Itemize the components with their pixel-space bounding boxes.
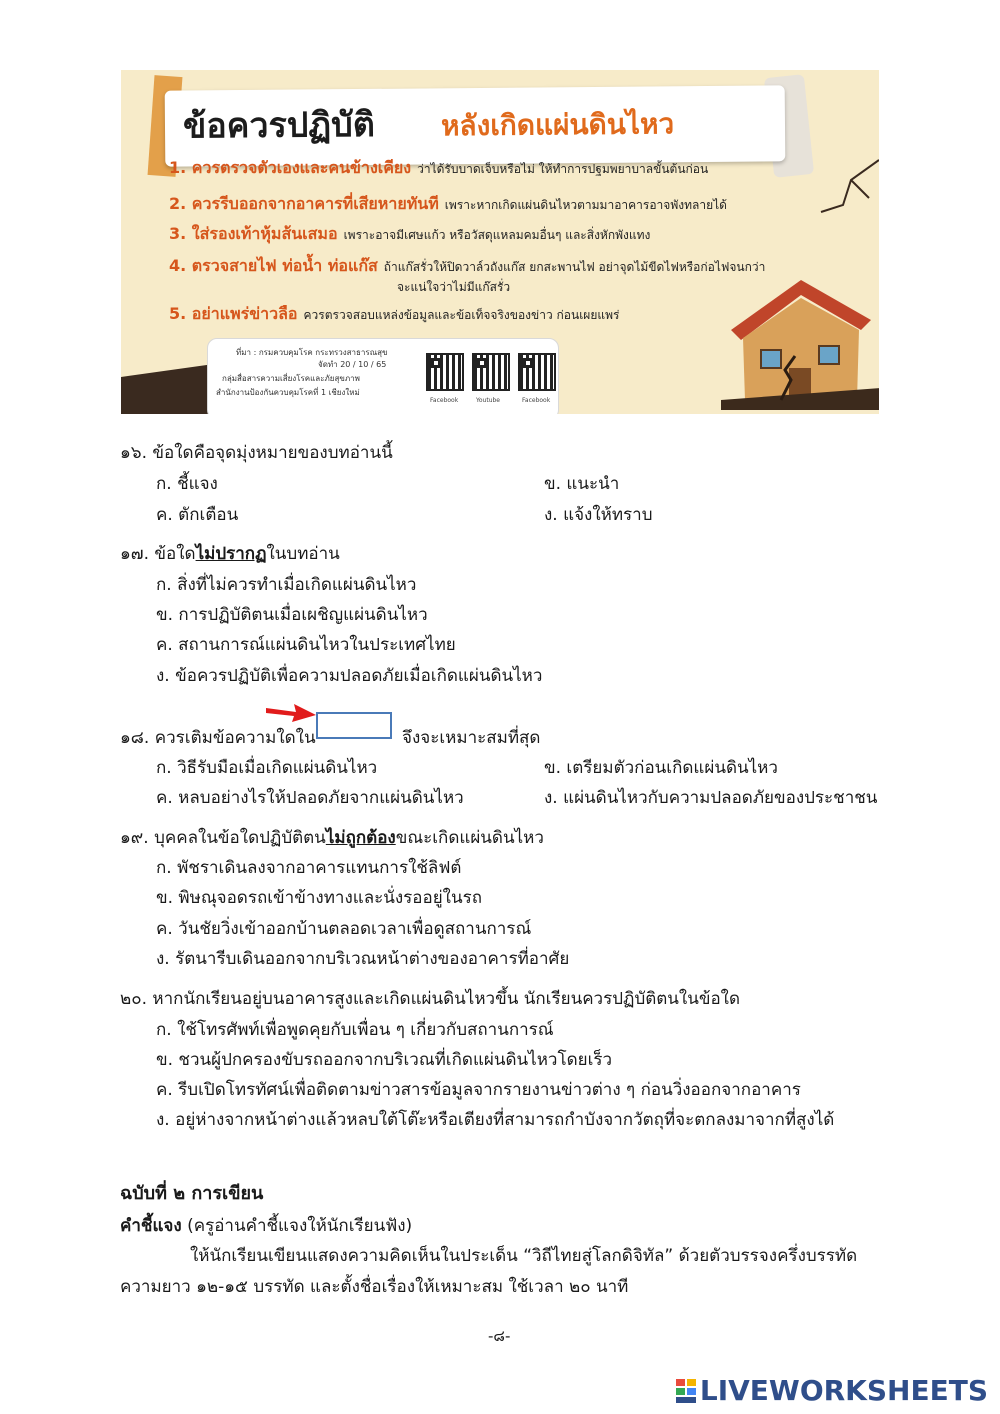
question-number: ๑๗.: [120, 544, 149, 564]
poster-item-body: ควรตรวจสอบแหล่งข้อมูลและข้อเท็จจริงของข่าว ก่อนเผยแพร่: [303, 308, 620, 322]
poster-item-head: 3. ใส่รองเท้าหุ้มส้นเสมอ: [169, 224, 338, 243]
instruction-paragraph-line: ความยาว ๑๒-๑๕ บรรทัด และตั้งชื่อเรื่องให้เหมาะสม ใช้เวลา ๒๐ นาที: [120, 1277, 629, 1297]
option[interactable]: ค. ตักเตือน: [156, 505, 239, 525]
source-line: จัดทำ 20 / 10 / 65: [318, 360, 387, 369]
poster-banner: [165, 85, 786, 166]
qr-caption: Facebook: [430, 397, 459, 404]
qr-caption: Youtube: [476, 397, 500, 404]
instructions-text: (ครูอ่านคำชี้แจงให้นักเรียนฟัง): [181, 1216, 413, 1236]
option[interactable]: ข. เตรียมตัวก่อนเกิดแผ่นดินไหว: [544, 758, 778, 778]
source-line: กลุ่มสื่อสารความเสี่ยงโรคและภัยสุขภาพ: [222, 374, 360, 383]
question-text: ในบทอ่าน: [266, 544, 340, 564]
cracked-ground-illustration: [121, 363, 221, 414]
poster-item-body: ถ้าแก๊สรั่วให้ปิดวาล์วถังแก๊ส ยกสะพานไฟ อย่าจุดไม้ขีดไฟหรือก่อไฟจนกว่า: [383, 260, 766, 274]
poster-item-body: เพราะหากเกิดแผ่นดินไหวตามมาอาคารอาจพังทลายได้: [444, 198, 727, 212]
question-number: ๑๘.: [120, 728, 150, 748]
question-emphasis: ไม่ปรากฏ: [195, 544, 267, 564]
question-number: ๑๖.: [120, 443, 147, 463]
poster-item-head: 5. อย่าแพร่ข่าวลือ: [169, 304, 298, 323]
answer-blank-box[interactable]: [316, 712, 392, 739]
instructions: [120, 1215, 412, 1237]
poster-item-body: ว่าได้รับบาดเจ็บหรือไม่ ให้ทำการปฐมพยาบาลขั้นต้นก่อน: [417, 162, 709, 176]
question-number: ๑๙.: [120, 828, 149, 848]
option[interactable]: ค. สถานการณ์แผ่นดินไหวในประเทศไทย: [156, 635, 456, 655]
question-number: ๒๐.: [120, 989, 147, 1009]
option[interactable]: ง. แผ่นดินไหวกับความปลอดภัยของประชาชน: [544, 788, 878, 808]
poster-item: [169, 192, 727, 217]
option[interactable]: ค. หลบอย่างไรให้ปลอดภัยจากแผ่นดินไหว: [156, 788, 464, 808]
option[interactable]: ค. วันชัยวิ่งเข้าออกบ้านตลอดเวลาเพื่อดูสถานการณ์: [156, 919, 532, 939]
source-line: สำนักงานป้องกันควบคุมโรคที่ 1 เชียงใหม่: [216, 388, 360, 397]
question-text: ข้อใด: [154, 544, 196, 564]
poster-item: [169, 302, 619, 327]
option[interactable]: ข. การปฏิบัติตนเมื่อเผชิญแผ่นดินไหว: [156, 605, 428, 625]
source-line: ที่มา : กรมควบคุมโรค กระทรวงสาธารณสุข: [236, 348, 388, 357]
question-20: [120, 988, 740, 1010]
instructions-label: คำชี้แจง: [120, 1216, 182, 1236]
poster-item: [169, 156, 708, 181]
source-box: [207, 338, 559, 414]
poster-item: [169, 254, 765, 279]
option[interactable]: ข. ชวนผู้ปกครองขับรถออกจากบริเวณที่เกิดแผ่นดินไหวโดยเร็ว: [156, 1050, 613, 1070]
question-19: [120, 827, 544, 849]
question-text: ควรเติมข้อความใดใน: [154, 728, 316, 748]
option[interactable]: ค. รีบเปิดโทรทัศน์เพื่อติดตามข่าวสารข้อมูลจากรายงานข่าวต่าง ๆ ก่อนวิ่งออกจากอาคาร: [156, 1080, 801, 1100]
poster-item-head: 2. ควรรีบออกจากอาคารที่เสียหายทันที: [169, 194, 439, 213]
option[interactable]: ง. แจ้งให้ทราบ: [544, 505, 653, 525]
qr-code-icon: [518, 353, 556, 391]
poster-subtitle: หลังเกิดแผ่นดินไหว: [440, 107, 675, 143]
question-text: ขณะเกิดแผ่นดินไหว: [395, 828, 544, 848]
option[interactable]: ง. รัตนารีบเดินออกจากบริเวณหน้าต่างของอาคารที่อาศัย: [156, 949, 570, 969]
option[interactable]: ง. ข้อควรปฏิบัติเพื่อความปลอดภัยเมื่อเกิดแผ่นดินไหว: [156, 666, 543, 686]
question-text: ข้อใดคือจุดมุ่งหมายของบทอ่านนี้: [152, 443, 393, 463]
poster-item-continuation: จะแน่ใจว่าไม่มีแก๊สรั่ว: [397, 280, 511, 294]
question-text: จึงจะเหมาะสมที่สุด: [402, 728, 541, 748]
poster-item-head: 4. ตรวจสายไฟ ท่อน้ำ ท่อแก๊ส: [169, 256, 378, 275]
page-number: -๘-: [488, 1327, 511, 1345]
option[interactable]: ข. แนะนำ: [544, 474, 620, 494]
question-text: บุคคลในข้อใดปฏิบัติตน: [154, 828, 326, 848]
liveworksheets-logo: [676, 1374, 988, 1407]
poster-item-head: 1. ควรตรวจตัวเองและคนข้างเคียง: [169, 158, 412, 177]
option[interactable]: ข. พิษณุจอดรถเข้าข้างทางและนั่งรออยู่ในรถ: [156, 888, 483, 908]
logo-text: LIVEWORKSHEETS: [699, 1374, 988, 1407]
crack-icon: [791, 150, 879, 230]
option[interactable]: ก. พัชราเดินลงจากอาคารแทนการใช้ลิฟต์: [156, 858, 462, 878]
question-16: [120, 442, 393, 464]
question-17: [120, 543, 340, 565]
red-arrow-icon: [266, 700, 316, 724]
liveworksheets-logo-icon: [676, 1379, 696, 1403]
instruction-paragraph-line: ให้นักเรียนเขียนแสดงความคิดเห็นในประเด็น “วิถีไทยสู่โลกดิจิทัล” ด้วยตัวบรรจงครึ่งบรรทัด: [190, 1246, 858, 1266]
poster-item: [169, 222, 650, 247]
poster-title: ข้อควรปฏิบัติ: [182, 104, 376, 147]
qr-code-icon: [472, 353, 510, 391]
option[interactable]: ก. สิ่งที่ไม่ควรทำเมื่อเกิดแผ่นดินไหว: [156, 575, 417, 595]
question-emphasis: ไม่ถูกต้อง: [325, 828, 396, 848]
option[interactable]: ก. วิธีรับมือเมื่อเกิดแผ่นดินไหว: [156, 758, 378, 778]
qr-code-icon: [426, 353, 464, 391]
option[interactable]: ก. ชี้แจง: [156, 474, 218, 494]
section-title: ฉบับที่ ๒ การเขียน: [120, 1183, 264, 1204]
option[interactable]: ง. อยู่ห่างจากหน้าต่างแล้วหลบใต้โต๊ะหรือเตียงที่สามารถกำบังจากวัตถุที่จะตกลงมาจากที่สูงได้: [156, 1110, 835, 1130]
earthquake-poster: [121, 70, 879, 414]
qr-caption: Facebook: [522, 397, 551, 404]
question-text: หากนักเรียนอยู่บนอาคารสูงและเกิดแผ่นดินไหวขึ้น นักเรียนควรปฏิบัติตนในข้อใด: [152, 989, 741, 1009]
question-18: [120, 727, 316, 749]
poster-item-body: เพราะอาจมีเศษแก้ว หรือวัสดุแหลมคมอื่นๆ และสิ่งหักพังแทง: [343, 228, 651, 242]
option[interactable]: ก. ใช้โทรศัพท์เพื่อพูดคุยกับเพื่อน ๆ เกี่ยวกับสถานการณ์: [156, 1020, 554, 1040]
collapsing-house-icon: [721, 260, 879, 410]
